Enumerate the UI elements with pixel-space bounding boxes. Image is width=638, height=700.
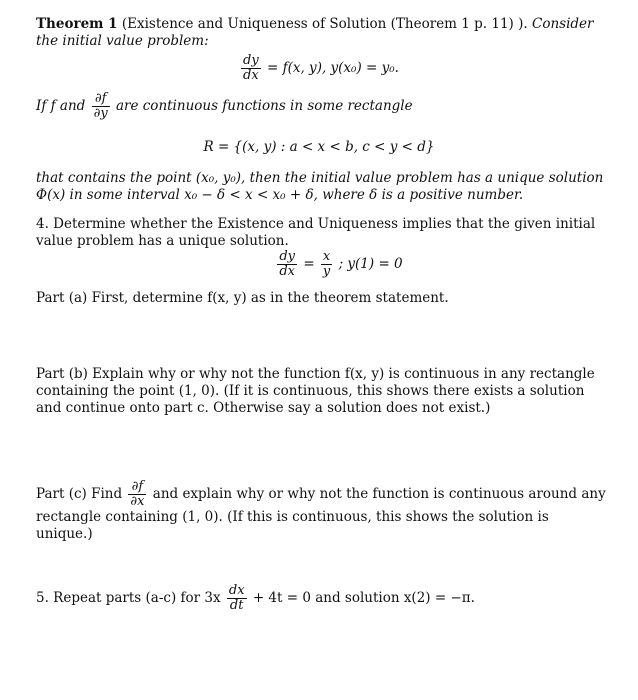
theorem-conclusion: that contains the point (x₀, y₀), then the initial value problem has a unique solution Φ(x) in some interval x₀ − δ < x < x₀ + δ, where δ is a positive number.	[36, 170, 604, 203]
question-4-equation	[0, 250, 638, 279]
q4-lhs-den: dx	[279, 264, 295, 279]
theorem-source: (Existence and Uniqueness of Solution (Theorem 1 p. 11) ).	[121, 16, 528, 32]
ivp-derivative-den: dx	[243, 68, 259, 83]
partial-num: ∂f	[92, 92, 110, 107]
equals-sign: =	[303, 256, 315, 272]
partial-f-partial-y	[92, 92, 110, 121]
question-4-prompt: 4. Determine whether the Existence and Uniqueness implies that the given initial value problem has a unique solution.	[36, 216, 596, 249]
ivp-rhs: = f(x, y), y(x₀) = y₀.	[267, 60, 399, 76]
theorem-intro: Consider the initial value problem:	[36, 16, 594, 49]
q5-derivative	[227, 584, 247, 613]
part-b: Part (b) Explain why or why not the function f(x, y) is continuous in any rectangle containing the point (1, 0). (If it is continuous, this shows there exists a solution and continue onto part c. Otherwise say a solution does not exist.)	[36, 366, 595, 416]
part-a: Part (a) First, determine f(x, y) as in the theorem statement.	[36, 290, 449, 306]
rectangle-definition: R = {(x, y) : a < x < b, c < y < d}	[203, 139, 435, 155]
q5-tail: + 4t = 0 and solution x(2) = −π.	[252, 590, 475, 606]
q5-lead: 5. Repeat parts (a-c) for 3x	[36, 590, 221, 606]
part-c-tail: and explain why or why not the function is continuous around any rectangle containing (1, 0). (If this is continuous, this shows the solution is unique.)	[36, 486, 606, 542]
partial-f-partial-x	[128, 480, 146, 509]
ivp-derivative	[241, 54, 261, 83]
condition-lead: If f and	[36, 98, 86, 114]
q4-initial-condition: ; y(1) = 0	[338, 256, 403, 272]
q5-num: dx	[228, 583, 245, 598]
part-c	[36, 480, 608, 543]
q5-den: dt	[229, 598, 244, 613]
q4-lhs	[277, 250, 297, 279]
ivp-derivative-num: dy	[243, 53, 259, 68]
partial-den: ∂y	[93, 106, 108, 121]
q4-rhs-den: y	[322, 264, 331, 279]
theorem-statement	[36, 16, 608, 50]
question-5	[36, 584, 608, 613]
part-c-num: ∂f	[128, 480, 146, 495]
part-c-lead: Part (c) Find	[36, 486, 123, 502]
ivp-equation	[0, 54, 638, 83]
theorem-label: Theorem 1	[36, 16, 118, 32]
continuity-condition	[36, 92, 608, 121]
part-c-den: ∂x	[130, 494, 145, 509]
q4-rhs	[321, 250, 332, 279]
condition-tail: are continuous functions in some rectangle	[115, 98, 413, 114]
q4-lhs-num: dy	[279, 249, 296, 264]
q4-rhs-num: x	[321, 250, 332, 265]
